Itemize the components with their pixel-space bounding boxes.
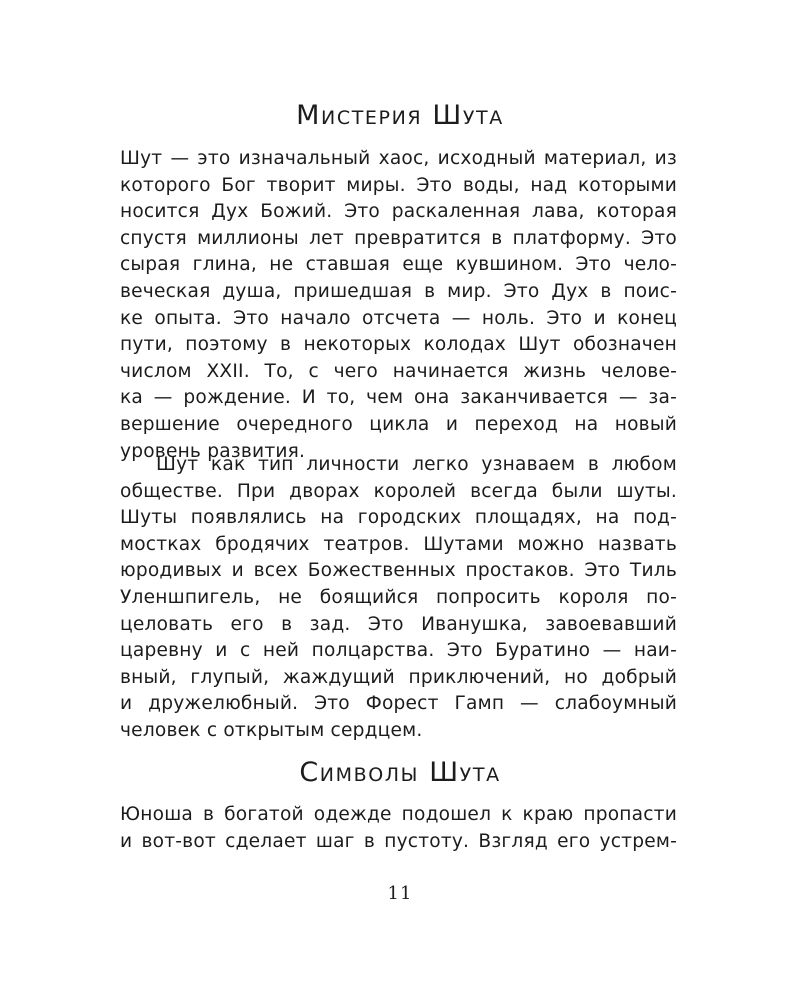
- text-line: вный, глупый, жаждущий приключений, но добрый: [120, 666, 677, 688]
- section-title-mystery: Мистерия Шута: [296, 100, 504, 131]
- text-line: мостках бродячих театров. Шутами можно назвать: [120, 533, 677, 555]
- text-line: Шут — это изначальный хаос, исходный материал, из: [120, 148, 677, 169]
- text-line: обществе. При дворах королей всегда были шуты.: [120, 480, 677, 502]
- text-line: которого Бог творит миры. Это воды, над которыми: [120, 174, 677, 196]
- text-line: и дружелюбный. Это Форест Гамп — слабоумный: [120, 693, 677, 715]
- text-line: и вот-вот сделает шаг в пустоту. Взгляд его устрем-: [120, 830, 677, 852]
- text-line: юродивых и всех Божественных простаков. Это Тиль: [120, 560, 677, 582]
- text-line: пути, поэтому в некоторых колодах Шут обозначен: [120, 334, 677, 356]
- text-line: целовать его в зад. Это Иванушка, завоевавший: [120, 613, 677, 635]
- text-line: вершение очередного цикла и переход на новый: [120, 413, 677, 435]
- text-line: ке опыта. Это начало отсчета — ноль. Это и конец: [120, 307, 677, 329]
- text-line: человек с открытым сердцем.: [120, 719, 423, 741]
- text-line: сырая глина, не ставшая еще кувшином. Это чело-: [120, 254, 677, 276]
- section-title-symbols: Символы Шута: [299, 757, 501, 788]
- paragraph-chaos: [120, 146, 677, 465]
- page-number: 11: [387, 883, 413, 904]
- text-line: Юноша в богатой одежде подошел к краю пропасти: [120, 804, 677, 825]
- text-line: Уленшпигель, не боящийся попросить короля по-: [120, 586, 677, 608]
- text-line: спустя миллионы лет превратится в платформу. Это: [120, 227, 677, 249]
- text-line: уровень развития.: [120, 440, 306, 462]
- text-line: числом XXII. То, с чего начинается жизнь челове-: [120, 360, 677, 382]
- text-line: Шуты появлялись на городских площадях, на под-: [120, 507, 677, 529]
- text-line: веческая душа, пришедшая в мир. Это Дух в поис-: [120, 280, 677, 302]
- text-line: ка — рождение. И то, чем она заканчивается — за-: [120, 387, 677, 409]
- text-line: Шут как тип личности легко узнаваем в любом: [156, 454, 677, 475]
- paragraph-youth: [120, 802, 677, 855]
- text-line: царевну и с ней полцарства. Это Буратино — наи-: [120, 640, 677, 662]
- text-line: носится Дух Божий. Это раскаленная лава, которая: [120, 201, 677, 223]
- paragraph-personality: [120, 452, 677, 745]
